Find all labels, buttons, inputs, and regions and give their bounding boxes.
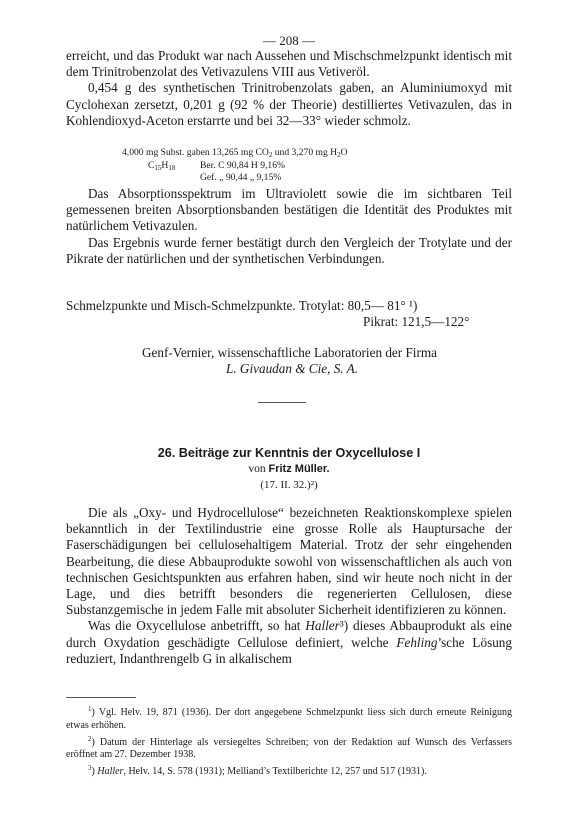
footnote-3: $^3$) Haller, Helv. 14, S. 578 (1931); Melliand’s Textilberichte 12, 257 und 517 (1931). [88,764,427,778]
page-number: — 208 — [263,33,315,48]
results-block [66,186,512,267]
paragraph-3: Das Absorptionsspektrum im Ultraviolett sowie die im sichtbaren Teil gemessenen breiten Absorptionsbanden bestätigen die Identität des Produktes mit natürlichem Vetivazulen. [66,186,512,234]
paragraph-2: 0,454 g des synthetischen Trinitrobenzolats gaben, an Aluminiumoxyd mit Cyclohexan zersetzt, 0,201 g (92 % der Theorie) destilliertes Vetivazulen, das in Kohlendioxyd-Aceton erstarrte und bei 32—33° wieder schmolz. [66,80,512,128]
analysis-calculated: Ber. C 90,84 H 9,16% [200,160,286,171]
article-date: (17. II. 32.)²) [260,479,318,491]
melting-points-line: Schmelzpunkte und Misch-Schmelzpunkte. Trotylat: 80,5— 81° ¹) [66,298,418,313]
analysis-line-1: 4,000 mg Subst. gaben 13,265 mg $CO_2$ und 3,270 mg $H_2O$ [122,147,348,159]
paragraph-1: erreicht, und das Produkt war nach Aussehen und Mischschmelzpunkt identisch mit dem Trinitrobenzolat des Vetivazulens VIII aus Vetiveröl. [66,48,512,80]
analysis-found: Gef. „ 90,44 „ 9,15% [200,172,282,183]
article-author: von Fritz Müller. [248,463,330,475]
signature-line-1: Genf-Vernier, wissenschaftliche Laboratorien der Firma [142,345,437,360]
pikrat-line: Pikrat: 121,5—122° [363,314,470,329]
footnote-rule [66,697,136,698]
signature-line-2: L. Givaudan & Cie, S. A. [226,361,358,376]
section-divider [258,402,306,403]
article-body [66,505,512,667]
paragraph-4: Das Ergebnis wurde ferner bestätigt durch den Vergleich der Trotylate und der Pikrate der natürlichen und der synthetischen Verbindungen. [66,234,512,266]
paragraph-6: Was die Oxycellulose anbetrifft, so hat Haller³) dieses Abbauprodukt als eine durch Oxydation geschädigte Cellulose definiert, welche Fehling’sche Lösung reduziert, Indanthrengelb G in alkalischem [66,618,512,666]
paragraph-5: Die als „Oxy- und Hydrocellulose“ bezeichneten Reaktionskomplexe spielen bekanntlich in der Textilindustrie eine grosse Rolle als Hauptursache der Faserschädigungen bei cellulosehaltigem Material. Trotz der sehr eingehenden Bearbeitung, die diese Abbauprodukte sowohl von wissenschaftlichen als auch von technischen Gesichtspunkten aus erfahren haben, sind wir heute noch nicht in der Lage, und dies betrifft besonders die regenerierten Cellulosen, diese Substanzgemische in jedem Falle mit absoluter Sicherheit identifizieren zu können. [66,505,512,618]
paragraph-continuation [66,48,512,129]
analysis-formula: $C_{15}H_{18}$ [148,160,176,172]
footnote-2: $^2$) Datum der Hinterlage als versiegeltes Schreiben; von der Redaktion auf Wunsch des Verfassers eröffnet am 27. Dezember 1938. [66,734,512,761]
footnotes [66,703,512,779]
footnote-1: $^1$) Vgl. Helv. 19, 871 (1936). Der dort angegebene Schmelzpunkt liess sich durch erneute Reinigung etwas erhöhen. [66,705,512,731]
article-title: 26. Beiträge zur Kenntnis der Oxycellulose I [157,446,421,460]
